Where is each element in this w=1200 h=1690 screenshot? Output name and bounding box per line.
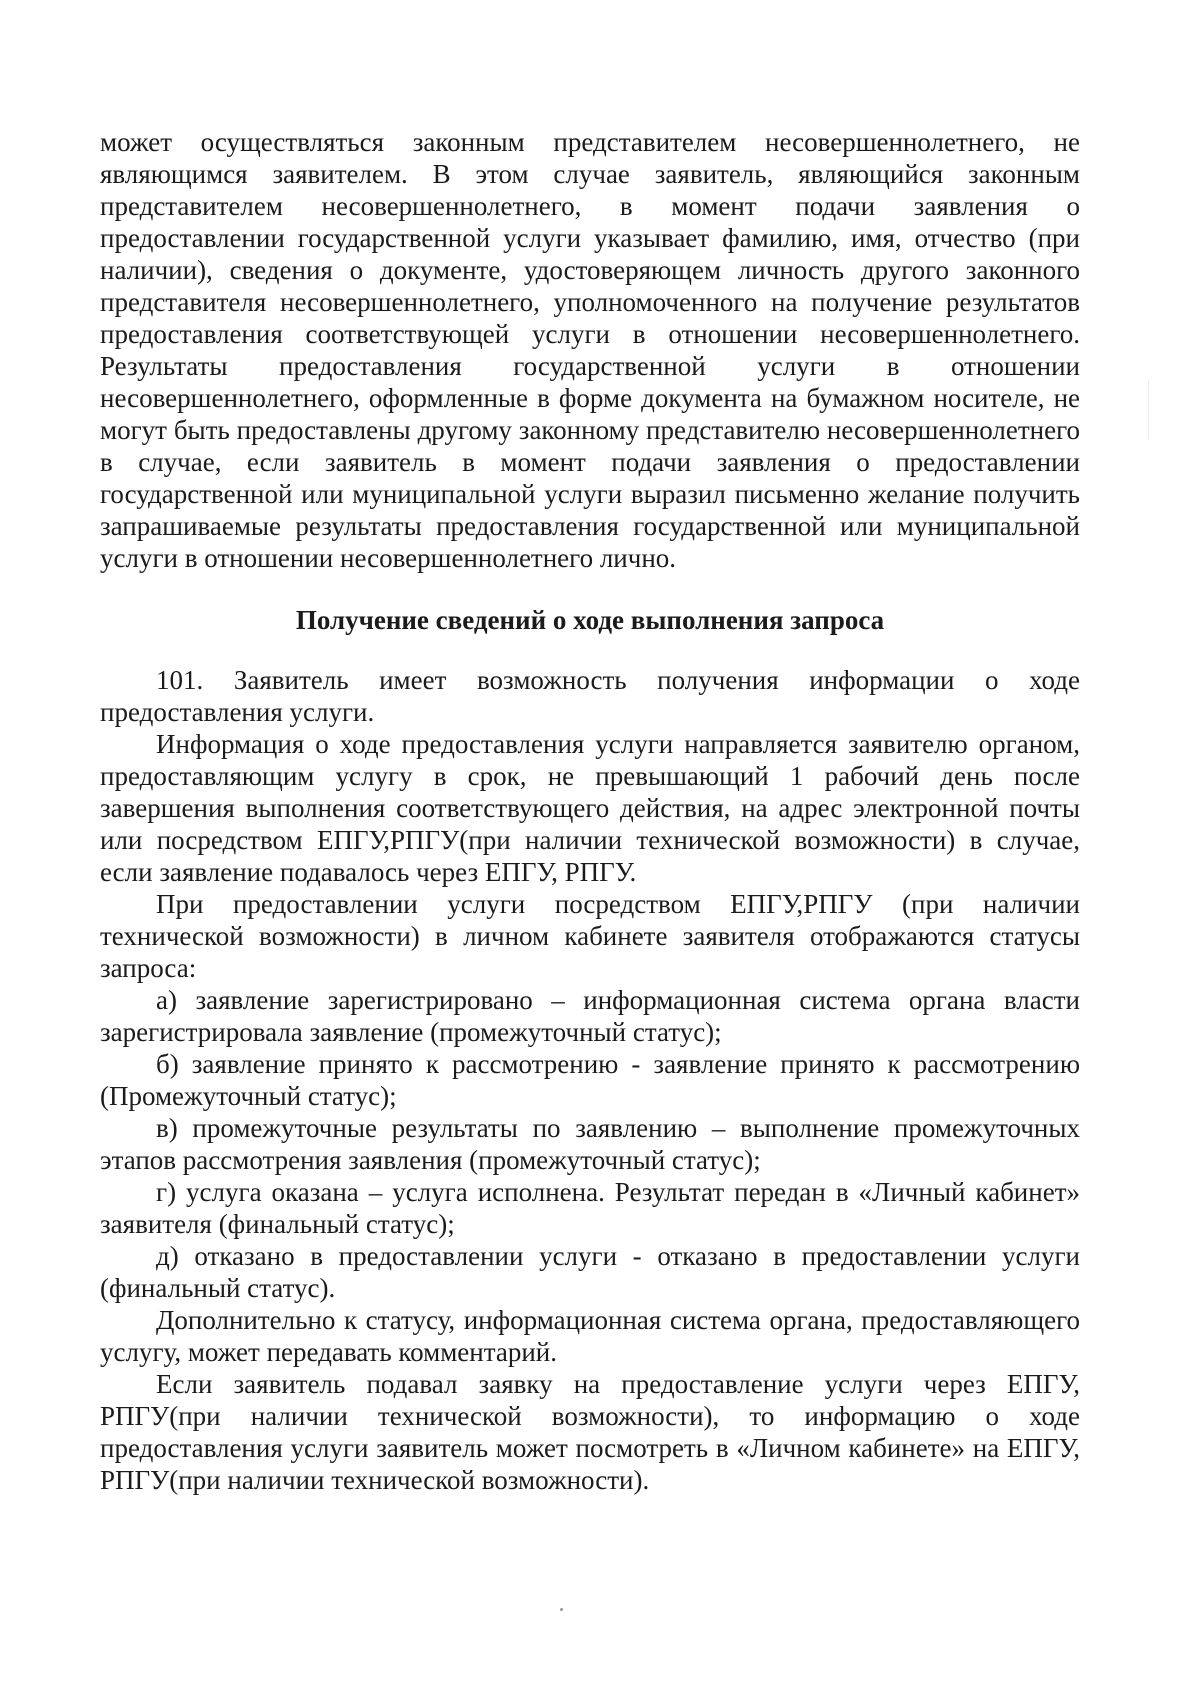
paragraph-statuses-intro: При предоставлении услуги посредством ЕПГУ,РПГУ (при наличии технической возможности) в личном кабинете заявителя отображаются статусы запроса: bbox=[100, 889, 1080, 983]
paragraph-representative: может осуществляться законным представителем несовершеннолетнего, не являющимся заявителем. В этом случае заявитель, являющийся законным представителем несовершеннолетнего, в момент подачи заявления о предоставлении государственной услуги указывает фамилию, имя, отчество (при наличии), сведения о документе, удостоверяющем личность другого законного представителя несовершеннолетнего, уполномоченного на получение результатов предоставления соответствующей услуги в отношении несовершеннолетнего. Результаты предоставления государственной услуги в отношении несовершеннолетнего, оформленные в форме документа на бумажном носителе, не могут быть предоставлены другому законному представителю несовершеннолетнего в случае, если заявитель в момент подачи заявления о предоставлении государственной или муниципальной услуги выразил письменно желание получить запрашиваемые результаты предоставления государственной или муниципальной услуги в отношении несовершеннолетнего лично. bbox=[100, 127, 1080, 573]
scan-mark bbox=[1148, 380, 1149, 440]
section-heading: Получение сведений о ходе выполнения запроса bbox=[295, 605, 885, 635]
list-item-status-g: г) услуга оказана – услуга исполнена. Результат передан в «Личный кабинет» заявителя (финальный статус); bbox=[100, 1177, 1080, 1239]
paragraph-info: Информация о ходе предоставления услуги направляется заявителю органом, предоставляющим услугу в срок, не превышающий 1 рабочий день после завершения выполнения соответствующего действия, на адрес электронной почты или посредством ЕПГУ,РПГУ(при наличии технической возможности) в случае, если заявление подавалось через ЕПГУ, РПГУ. bbox=[100, 729, 1080, 887]
list-item-status-v: в) промежуточные результаты по заявлению – выполнение промежуточных этапов рассмотрения заявления (промежуточный статус); bbox=[100, 1113, 1080, 1175]
scan-dot bbox=[560, 1608, 563, 1611]
paragraph-cabinet: Если заявитель подавал заявку на предоставление услуги через ЕПГУ, РПГУ(при наличии технической возможности), то информацию о ходе предоставления услуги заявитель может посмотреть в «Личном кабинете» на ЕПГУ, РПГУ(при наличии технической возможности). bbox=[100, 1369, 1080, 1495]
list-item-status-b: б) заявление принято к рассмотрению - заявление принято к рассмотрению (Промежуточный статус); bbox=[100, 1049, 1080, 1111]
list-item-status-d: д) отказано в предоставлении услуги - отказано в предоставлении услуги (финальный статус). bbox=[100, 1241, 1080, 1303]
document-body bbox=[100, 126, 1080, 1496]
list-item-status-a: а) заявление зарегистрировано – информационная система органа власти зарегистрировала заявление (промежуточный статус); bbox=[100, 985, 1080, 1047]
paragraph-comment: Дополнительно к статусу, информационная система органа, предоставляющего услугу, может передавать комментарий. bbox=[100, 1305, 1080, 1367]
paragraph-101: 101. Заявитель имеет возможность получения информации о ходе предоставления услуги. bbox=[100, 665, 1080, 727]
